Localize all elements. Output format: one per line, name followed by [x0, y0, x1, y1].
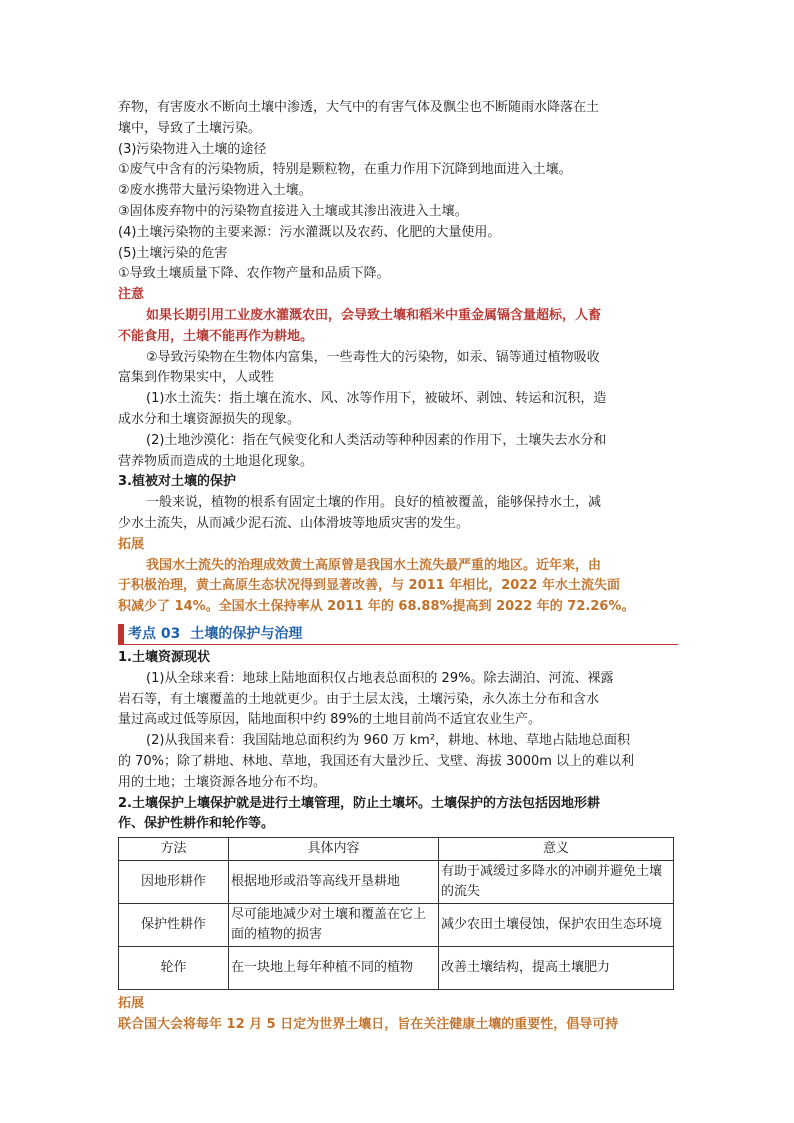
extension-heading: 拓展 — [118, 996, 145, 1012]
body-line: ③固体废弃物中的污染物直接进入土壤或其渗出液进入土壤。 — [118, 203, 468, 219]
table-header-cell: 具体内容 — [229, 838, 439, 861]
body-line: (5)土壤污染的危害 — [118, 245, 228, 261]
body-line: 弃物，有害废水不断向土壤中渗透，大气中的有害气体及飘尘也不断随雨水降落在土 — [118, 100, 600, 115]
body-line: 用的土地；土壤资源各地分布不均。 — [118, 774, 327, 790]
table-header-cell: 方法 — [119, 838, 229, 861]
subheading: 1.土壤资源现状 — [118, 649, 210, 665]
note-heading: 注意 — [118, 287, 145, 303]
extension-text: 联合国大会将每年 12 月 5 日定为世界土壤日，旨在关注健康土壤的重要性，倡导可持 — [118, 1016, 619, 1032]
body-line: 壤中，导致了土壤污染。 — [118, 120, 262, 136]
body-line: ②导致污染物在生物体内富集，一些毒性大的污染物，如汞、镉等通过植物吸收 — [146, 349, 600, 365]
body-line: 富集到作物果实中，人或牲 — [118, 370, 275, 386]
body-line: (1)从全球来看：地球上陆地面积仅占地表总面积的 29%。除去湖泊、河流、裸露 — [146, 670, 614, 686]
table-header-cell: 意义 — [439, 838, 674, 861]
subheading: 作、保护性耕作和轮作等。 — [118, 816, 275, 832]
body-line: (4)土壤污染物的主要来源：污水灌溉以及农药、化肥的大量使用。 — [118, 224, 501, 240]
table-row — [119, 947, 674, 990]
body-line: 一般来说，植物的根系有固定土壤的作用。良好的植被覆盖，能够保持水土，减 — [146, 495, 602, 511]
table-header-row — [119, 838, 674, 861]
extension-heading: 拓展 — [118, 536, 145, 552]
body-line: 营养物质而造成的土地退化现象。 — [118, 453, 314, 469]
body-line: (1)水土流失：指土壤在流水、风、冰等作用下，被破坏、剥蚀、转运和沉积，造 — [146, 391, 607, 407]
subheading: 2.土壤保护上壤保护就是进行土壤管理，防止土壤坏。土壤保护的方法包括因地形耕 — [118, 795, 600, 811]
body-line: 的 70%；除了耕地、林地、草地，我国还有大量沙丘、戈壁、海拔 3000m 以上的难以利 — [118, 753, 635, 769]
table-cell: 有助于减缓过多降水的冲刷并避免土壤的流失 — [439, 861, 674, 904]
note-text: 如果长期引用工业废水灌溉农田，会导致土壤和稻米中重金属镉含量超标，人畜 — [146, 307, 602, 323]
body-line: 岩石等，有土壤覆盖的土地就更少。由于土层太浅，土壤污染，永久冻土分布和含水 — [118, 691, 600, 707]
subheading: 3.植被对土壤的保护 — [118, 474, 236, 490]
table-cell: 改善土壤结构，提高土壤肥力 — [439, 947, 674, 990]
table-cell: 尽可能地减少对土壤和覆盖在它上面的植物的损害 — [229, 904, 439, 947]
body-line: ①导致土壤质量下降、农作物产量和品质下降。 — [118, 266, 390, 282]
section-number: 考点 03 — [128, 625, 181, 642]
extension-text: 我国水土流失的治理成效黄土高原曾是我国水土流失最严重的地区。近年来，由 — [146, 557, 602, 573]
table-cell: 减少农田土壤侵蚀，保护农田生态环境 — [439, 904, 674, 947]
body-line: 少水土流失，从而减少泥石流、山体滑坡等地质灾害的发生。 — [118, 515, 470, 531]
table-cell: 保护性耕作 — [119, 904, 229, 947]
body-line: (3)污染物进入土壤的途径 — [118, 141, 267, 157]
table-cell: 根据地形或沿等高线开垦耕地 — [229, 861, 439, 904]
section-title: 土壤的保护与治理 — [190, 625, 303, 642]
note-text: 不能食用，土壤不能再作为耕地。 — [118, 328, 314, 344]
table-cell: 因地形耕作 — [119, 861, 229, 904]
body-line: 成水分和土壤资源损失的现象。 — [118, 411, 301, 427]
table-cell: 在一块地上每年种植不同的植物 — [229, 947, 439, 990]
body-line: ②废水携带大量污染物进入土壤。 — [118, 183, 312, 199]
body-line: (2)土地沙漠化：指在气候变化和人类活动等种种因素的作用下，土壤失去水分和 — [146, 432, 607, 448]
body-line: ①废气中含有的污染物质，特别是颗粒物，在重力作用下沉降到地面进入土壤。 — [118, 162, 572, 178]
protection-methods-table — [118, 837, 674, 990]
body-line: 量过高或过低等原因，陆地面积中约 89%的土地目前尚不适宜农业生产。 — [118, 712, 542, 728]
page-content — [118, 98, 678, 1036]
section-header — [118, 622, 678, 645]
table-cell: 轮作 — [119, 947, 229, 990]
table-row — [119, 861, 674, 904]
table-row — [119, 904, 674, 947]
extension-text: 积减少了 14%。全国水土保持率从 2011 年的 68.88%提高到 2022 年的 72.26%。 — [118, 599, 635, 615]
section-marker — [118, 624, 124, 644]
body-line: (2)从我国来看：我国陆地总面积约为 960 万 km²，耕地、林地、草地占陆地总面积 — [146, 733, 631, 749]
extension-text: 于积极治理，黄土高原生态状况得到显著改善，与 2011 年相比，2022 年水土流失面 — [118, 578, 620, 594]
